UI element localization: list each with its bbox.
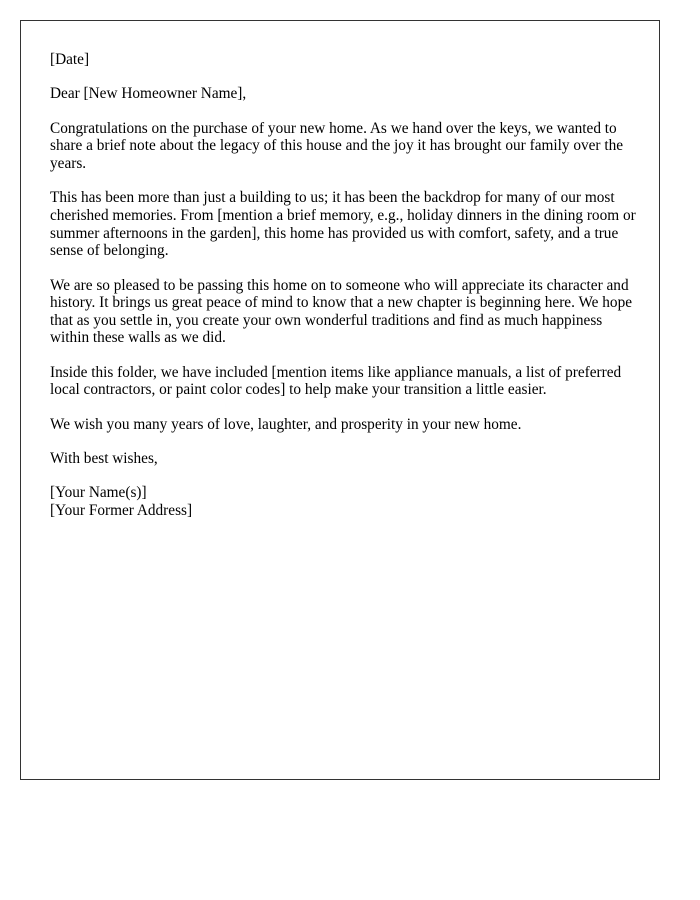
- letter-paragraph: Inside this folder, we have included [mention items like appliance manuals, a list of preferred local contractors, or paint color codes] to help make your transition a little easier.: [50, 363, 622, 399]
- signature-name: [Your Name(s)]: [50, 484, 147, 502]
- letter-paragraph: This has been more than just a building to us; it has been the backdrop for many of our most cherished memories. From [mention a brief memory, e.g., holiday dinners in the dining room or summer afternoons in the garden], this home has provided us with comfort, safety, and a true sense of belonging.: [50, 189, 636, 260]
- signature-address: [Your Former Address]: [50, 502, 193, 520]
- letter-date: [Date]: [50, 51, 90, 68]
- letter-salutation: Dear [New Homeowner Name],: [50, 85, 247, 103]
- letter-signature-block: [50, 484, 640, 519]
- letter-paragraph: We wish you many years of love, laughter, and prosperity in your new home.: [50, 415, 522, 433]
- letter-closing: With best wishes,: [50, 450, 158, 468]
- letter-paragraph: Congratulations on the purchase of your new home. As we hand over the keys, we wanted to share a brief note about the legacy of this house and the joy it has brought our family over the years.: [50, 119, 624, 172]
- letter-page: [20, 20, 660, 780]
- letter-body: [50, 51, 640, 520]
- letter-paragraph: We are so pleased to be passing this home on to someone who will appreciate its character and history. It brings us great peace of mind to know that a new chapter is beginning here. We hope that as you settle in, you create your own wonderful traditions and find as much happiness within these walls as we did.: [50, 276, 633, 347]
